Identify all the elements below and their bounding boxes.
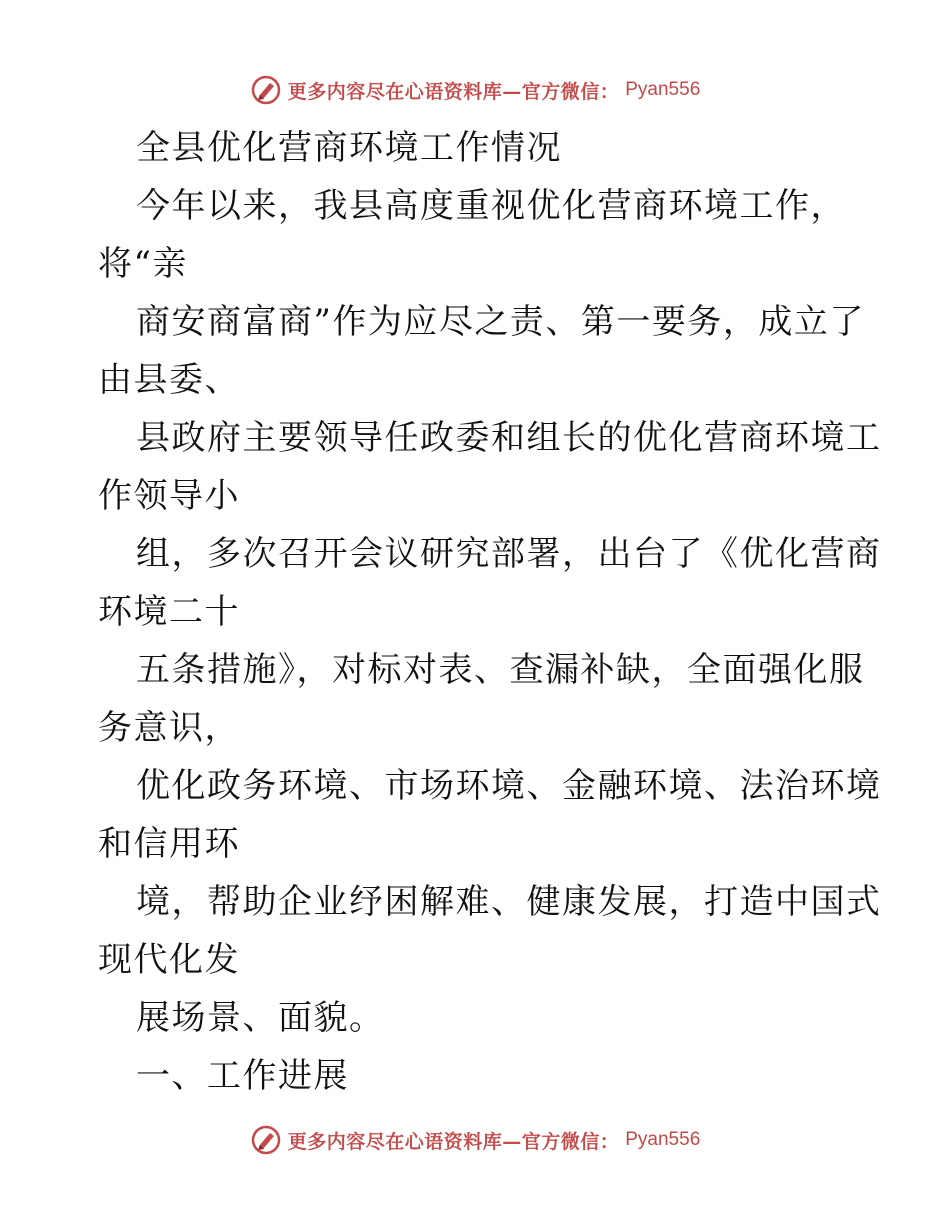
watermark-wechat-id: Pyan556 xyxy=(625,79,701,100)
paragraph-line: 务意识， xyxy=(98,708,240,748)
paragraph-line: 展场景、面貌。 xyxy=(136,998,385,1038)
pen-logo-icon xyxy=(250,1124,282,1156)
paragraph-line: 组，多次召开会议研究部署，出台了《优化营商 xyxy=(136,534,882,574)
paragraph-line: 境，帮助企业纾困解难、健康发展，打造中国式 xyxy=(136,882,882,922)
paragraph-line: 环境二十 xyxy=(98,592,240,632)
paragraph-line: 商安商富商”作为应尽之责、第一要务，成立了 xyxy=(136,302,865,342)
pen-logo-icon xyxy=(250,74,282,106)
paragraph-line: 作领导小 xyxy=(98,476,240,516)
paragraph-line: 将“亲 xyxy=(98,244,188,284)
watermark-wechat-id: Pyan556 xyxy=(625,1129,701,1150)
paragraph-line: 优化政务环境、市场环境、金融环境、法治环境 xyxy=(136,766,882,806)
header-watermark xyxy=(0,70,950,110)
paragraph-line: 现代化发 xyxy=(98,940,240,980)
paragraph-line: 和信用环 xyxy=(98,824,240,864)
watermark-text: 更多内容尽在心语资料库—官方微信： xyxy=(287,1130,620,1153)
paragraph-line: 五条措施》，对标对表、查漏补缺，全面强化服 xyxy=(136,650,865,690)
watermark-text: 更多内容尽在心语资料库—官方微信： xyxy=(287,80,620,103)
document-title: 全县优化营商环境工作情况 xyxy=(136,128,562,168)
paragraph-line: 由县委、 xyxy=(98,360,240,400)
paragraph-line: 今年以来，我县高度重视优化营商环境工作， xyxy=(136,186,846,226)
paragraph-line: 县政府主要领导任政委和组长的优化营商环境工 xyxy=(136,418,882,458)
footer-watermark xyxy=(0,1120,950,1160)
section-heading: 一、工作进展 xyxy=(136,1056,349,1096)
